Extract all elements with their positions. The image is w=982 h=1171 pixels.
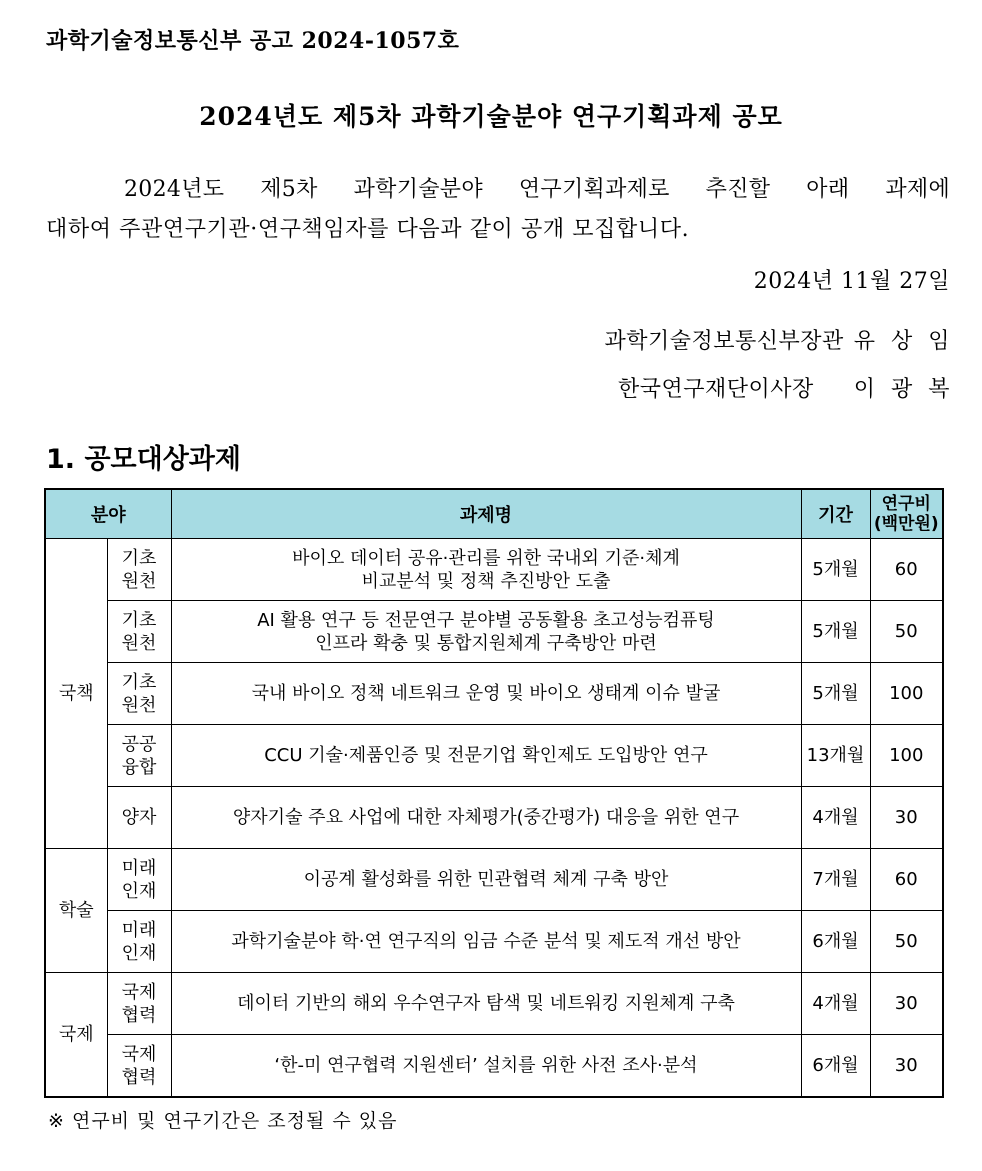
subcategory-cell — [107, 539, 171, 601]
duration-cell: 6개월 — [801, 1035, 870, 1098]
header-field: 분야 — [45, 489, 171, 539]
header-task: 과제명 — [171, 489, 801, 539]
task-name-line: 바이오 데이터 공유·관리를 위한 국내외 기준·체계 — [292, 547, 680, 569]
section-heading: 1. 공모대상과제 — [46, 444, 241, 475]
subcategory-line: 원천 — [121, 632, 157, 654]
header-budget-line2: (백만원) — [873, 514, 939, 534]
task-name-cell — [171, 663, 801, 725]
task-name-cell — [171, 911, 801, 973]
table-row — [45, 911, 943, 973]
subcategory-cell — [107, 849, 171, 911]
page-title: 2024년도 제5차 과학기술분야 연구기획과제 공모 — [199, 102, 783, 131]
duration-cell: 7개월 — [801, 849, 870, 911]
subcategory-cell — [107, 725, 171, 787]
task-name-line: 과학기술분야 학·연 연구직의 임금 수준 분석 및 제도적 개선 방안 — [231, 931, 741, 952]
task-name-line: 인프라 확충 및 통합지원체계 구축방안 마련 — [315, 632, 657, 654]
subcategory-cell — [107, 787, 171, 849]
task-name-line: 데이터 기반의 해외 우수연구자 탐색 및 네트워킹 지원체계 구축 — [237, 993, 735, 1014]
intro-paragraph — [46, 170, 950, 250]
subcategory-line: 양자 — [121, 807, 157, 828]
task-name-cell — [171, 973, 801, 1035]
signatory-name: 유 상 임 — [853, 329, 950, 354]
budget-cell: 50 — [870, 601, 943, 663]
table-row — [45, 725, 943, 787]
task-name-cell — [171, 849, 801, 911]
task-name-cell — [171, 1035, 801, 1098]
subcategory-line: 원천 — [121, 694, 157, 716]
task-name-line: AI 활용 연구 등 전문연구 분야별 공동활용 초고성능컴퓨팅 — [257, 609, 715, 631]
task-name-cell — [171, 725, 801, 787]
notice-date: 2024년 11월 27일 — [753, 269, 950, 294]
signatory-2 — [618, 372, 950, 403]
budget-cell: 60 — [870, 539, 943, 601]
footnote: ※ 연구비 및 연구기간은 조정될 수 있음 — [48, 1110, 398, 1132]
budget-cell: 100 — [870, 663, 943, 725]
budget-cell: 30 — [870, 1035, 943, 1098]
subcategory-line: 국제 — [121, 981, 157, 1003]
subcategory-line: 협력 — [121, 1004, 157, 1026]
header-budget — [870, 489, 943, 539]
duration-cell: 5개월 — [801, 663, 870, 725]
task-name-line: 비교분석 및 정책 추진방안 도출 — [361, 570, 611, 592]
intro-line-2: 대하여 주관연구기관·연구책임자를 다음과 같이 공개 모집합니다. — [46, 217, 690, 242]
category-cell: 국책 — [45, 539, 107, 849]
subcategory-line: 인재 — [121, 880, 157, 902]
subcategory-line: 인재 — [121, 942, 157, 964]
table-body — [45, 539, 943, 1098]
subcategory-line: 융합 — [121, 756, 157, 778]
signatory-title: 한국연구재단이사장 — [617, 377, 814, 402]
subcategory-line: 기초 — [121, 609, 157, 631]
task-name-line: 이공계 활성화를 위한 민관협력 체계 구축 방안 — [303, 869, 669, 890]
task-name-cell — [171, 787, 801, 849]
table-row — [45, 663, 943, 725]
category-cell: 국제 — [45, 973, 107, 1098]
task-name-line: CCU 기술·제품인증 및 전문기업 확인제도 도입방안 연구 — [264, 745, 708, 766]
budget-cell: 50 — [870, 911, 943, 973]
budget-cell: 60 — [870, 849, 943, 911]
table-row — [45, 601, 943, 663]
budget-cell: 30 — [870, 787, 943, 849]
budget-cell: 100 — [870, 725, 943, 787]
task-table — [44, 488, 944, 1098]
duration-cell: 4개월 — [801, 973, 870, 1035]
task-name-line: 양자기술 주요 사업에 대한 자체평가(중간평가) 대응을 위한 연구 — [232, 807, 740, 828]
subcategory-cell — [107, 973, 171, 1035]
task-name-cell — [171, 601, 801, 663]
task-name-cell — [171, 539, 801, 601]
intro-line-1: 2024년도 제5차 과학기술분야 연구기획과제로 추진할 아래 과제에 — [124, 177, 950, 202]
task-name-line: ‘한-미 연구협력 지원센터’ 설치를 위한 사전 조사·분석 — [274, 1055, 698, 1076]
signatory-title: 과학기술정보통신부장관 — [604, 329, 844, 354]
notice-number: 과학기술정보통신부 공고 2024-1057호 — [46, 28, 460, 54]
duration-cell: 4개월 — [801, 787, 870, 849]
header-budget-line1: 연구비 — [881, 494, 931, 514]
table-row — [45, 1035, 943, 1098]
table-row — [45, 849, 943, 911]
duration-cell: 13개월 — [801, 725, 870, 787]
subcategory-cell — [107, 911, 171, 973]
table-row — [45, 787, 943, 849]
signatory-name: 이 광 복 — [853, 377, 950, 402]
subcategory-cell — [107, 663, 171, 725]
table-header-row — [45, 489, 943, 539]
subcategory-line: 원천 — [121, 570, 157, 592]
subcategory-cell — [107, 601, 171, 663]
subcategory-line: 미래 — [121, 919, 157, 941]
header-duration: 기간 — [801, 489, 870, 539]
subcategory-line: 기초 — [121, 547, 157, 569]
subcategory-line: 공공 — [121, 733, 157, 755]
subcategory-line: 미래 — [121, 857, 157, 879]
subcategory-line: 국제 — [121, 1043, 157, 1065]
category-cell: 학술 — [45, 849, 107, 973]
budget-cell: 30 — [870, 973, 943, 1035]
duration-cell: 5개월 — [801, 601, 870, 663]
table-row — [45, 973, 943, 1035]
signatory-1 — [604, 324, 950, 355]
table-row — [45, 539, 943, 601]
duration-cell: 6개월 — [801, 911, 870, 973]
subcategory-line: 협력 — [121, 1066, 157, 1088]
subcategory-line: 기초 — [121, 671, 157, 693]
task-name-line: 국내 바이오 정책 네트워크 운영 및 바이오 생태계 이슈 발굴 — [251, 683, 721, 704]
duration-cell: 5개월 — [801, 539, 870, 601]
subcategory-cell — [107, 1035, 171, 1098]
